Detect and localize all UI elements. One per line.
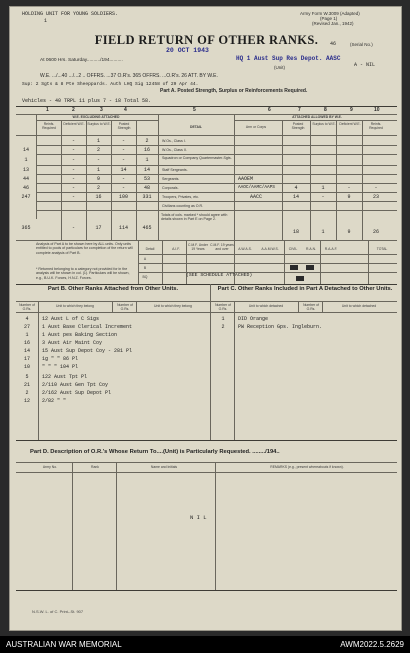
analysis-head-aif: A.I.F. (172, 247, 180, 251)
row1-c1: - (71, 147, 75, 153)
part-b-head-u2: Unit to which they belong (154, 304, 192, 308)
unit-label: (Unit) (274, 65, 285, 70)
part-b-row0-n: 4 (25, 316, 29, 322)
part-b-row8-unit: 2/110 Aust Gen Tpt Coy (42, 382, 109, 388)
row5-c9: - (347, 185, 351, 191)
row4-ex: 44 (22, 176, 29, 182)
col-head-reinfs: Reinfs. Required (42, 122, 56, 130)
col-num-4: 4 (124, 107, 127, 113)
form-title: FIELD RETURN OF OTHER RANKS. (94, 33, 319, 47)
redaction-block (290, 265, 298, 270)
sup-line: Sup: 2 Sgts & 8 Pte Sheeppards. Auth LHQ Sig 12458 of 29 Apr 44. (22, 82, 199, 87)
analysis-head-cmf1: C.M.F. Under 19 Years (188, 243, 208, 251)
row6-c2: 16 (95, 194, 102, 200)
col-head-deficient: Deficient W.E. (63, 122, 85, 126)
row6-arm: AACC (250, 194, 263, 200)
part-b-row8-n: 21 (23, 382, 30, 388)
row5-arm: AAOC/AAMC/AAPS (238, 185, 275, 190)
part-c-head-n1: Number of O.Rs. (215, 303, 231, 311)
part-c-row0-unit: DID Orange (238, 316, 269, 322)
row4-detail: Sergeants. (162, 177, 180, 181)
row8-c9: 9 (347, 229, 351, 235)
row0-detail: W.Os., Class I. (162, 139, 186, 143)
analysis-head-cmf2: C.M.F. 19 years and over (210, 243, 234, 251)
row6-c9: 9 (347, 194, 351, 200)
row6-c10: 23 (372, 194, 379, 200)
row8-c10: 26 (372, 229, 379, 235)
analysis-row-a: A (143, 257, 147, 261)
serial-value: 46 (330, 41, 337, 47)
col-head-detail: DETAIL (190, 125, 202, 129)
row1-c4: 16 (143, 147, 150, 153)
col-head-arm: Arm or Corps (245, 125, 267, 129)
part-a-heading: Part A. Posted Strength, Surplus or Reinforcements Required. (160, 88, 308, 94)
analysis-head-ran: R.A.N. (306, 247, 316, 251)
analysis-note: Analysis of Part A to be shown here by ALL units. Only units entitled to pools of particulars for completion of the return will complete analysis of Part B. (36, 242, 133, 255)
row3-c3: 14 (120, 167, 127, 173)
col-num-5: 5 (193, 107, 196, 113)
part-b-row9-unit: 2/162 Aust Sup Depot Pl (42, 390, 112, 396)
part-d-nil: N I L (190, 514, 207, 521)
col-num-6: 6 (268, 107, 271, 113)
analysis-row-b: B (143, 266, 147, 270)
analysis-head-civil: CIVIL (288, 247, 298, 251)
row6-ex: 247 (21, 194, 31, 200)
date-stamp: 20 OCT 1943 (166, 47, 209, 54)
part-b-row4-unit: 15 Aust Sup Depot Coy - 281 Pl (42, 348, 133, 354)
row1-ex: 14 (22, 147, 29, 153)
row1-c3: - (121, 147, 125, 153)
row2-c3: - (121, 157, 125, 163)
form-number-line2: (Page 1) (320, 16, 338, 21)
part-c-head-u2: Unit to which detached (341, 304, 377, 308)
row8-c7: 18 (292, 229, 299, 235)
row2-ex: 1 (24, 157, 28, 163)
col-num-9: 9 (350, 107, 353, 113)
col-head-reinfs-r: Reinfs. Required (369, 122, 383, 130)
col-num-2: 2 (72, 107, 75, 113)
redaction-block (306, 265, 314, 270)
row2-c2: - (96, 157, 100, 163)
row3-c1: - (71, 167, 75, 173)
part-b-row6-unit: " " " 104 Pl (42, 364, 79, 370)
row4-arm: AAOEM (238, 176, 254, 182)
part-b-row3-unit: 3 Aust Air Maint Coy (42, 340, 103, 346)
col-head-surplus: Surplus to W.E. (87, 122, 111, 126)
part-c-head-n2: Number of O.Rs. (303, 303, 319, 311)
serial-label: (Serial No.) (350, 42, 373, 47)
row1-detail: W.Os., Class II. (162, 148, 187, 152)
analysis-head-detail: Detail (145, 247, 155, 251)
part-b-row7-unit: 122 Aust Tpt Pl (42, 374, 88, 380)
row5-c7: 4 (294, 185, 298, 191)
col-num-3: 3 (100, 107, 103, 113)
row6-c7: 14 (292, 194, 299, 200)
schedule-stamp: (SEE SCHEDULE ATTACHED) (186, 273, 253, 278)
row5-c4: 48 (143, 185, 150, 191)
part-d-head-rank: Rank (91, 465, 99, 469)
part-c-head-u1: Unit to which detached (248, 304, 284, 308)
row5-detail: Corporals. (162, 186, 179, 190)
row6-c4: 331 (142, 194, 152, 200)
col-num-1: 1 (46, 107, 49, 113)
form-number-line1: Army Form W.3009 (Adapted) (300, 11, 360, 16)
col-head-surplus-r: Surplus to W.E. (312, 122, 336, 126)
part-b-row10-n: 12 (23, 398, 30, 404)
row0-c1: - (71, 138, 75, 144)
analysis-head-raaf: R.A.A.F. (324, 247, 338, 251)
part-b-head-n2: Number of O.Rs. (117, 303, 133, 311)
analysis-head-awas: A.W.A.S. (238, 247, 252, 251)
vehicles-line: Vehicles - 40 TRPL 11 plus 7 - 18 Total 58. (22, 98, 152, 104)
part-b-row9-n: 2 (25, 390, 29, 396)
holding-unit-text: HOLDING UNIT FOR YOUNG SOLDIERS. (22, 11, 119, 17)
row6-detail: Troopers, Privates, etc. (162, 195, 200, 199)
part-d-head-remarks: REMARKS (e.g., present whereabouts if known). (270, 465, 344, 469)
footer-accession-number: AWM2022.5.2629 (340, 640, 404, 649)
col-head-posted: Posted Strength (117, 122, 131, 130)
row4-c2: 9 (96, 176, 100, 182)
form-number-line3: (Revised Jan., 1942) (312, 21, 354, 26)
part-b-row0-unit: 12 Aust L of C Sigs (42, 316, 100, 322)
row6-c1: - (71, 194, 75, 200)
analysis-head-aamws: A.A.M.W.S. (261, 247, 279, 251)
row7-detail: Civilians counting as O.R. (162, 204, 204, 208)
col-num-10: 10 (374, 107, 380, 113)
row3-c4: 14 (143, 167, 150, 173)
part-b-row2-n: 1 (25, 332, 29, 338)
part-b-head-n1: Number of O.Rs. (19, 303, 35, 311)
form-page (9, 6, 402, 631)
row6-c3: 100 (118, 194, 128, 200)
unit-stamp: HQ 1 Aust Sup Res Depot. AASC (236, 55, 341, 62)
nil-stamp: A - NIL (354, 62, 376, 68)
row2-c4: 1 (145, 157, 149, 163)
row5-c3: - (121, 185, 125, 191)
part-b-row4-n: 14 (23, 348, 30, 354)
page-number: 1 (44, 18, 48, 24)
part-b-row7-n: 5 (25, 374, 29, 380)
part-b-row1-n: 27 (23, 324, 30, 330)
row1-c2: 2 (96, 147, 100, 153)
footer-institution: AUSTRALIAN WAR MEMORIAL (6, 640, 122, 649)
col-head-posted-r: Posted Strength (291, 122, 305, 130)
row8-c1: - (71, 225, 75, 231)
row4-c4: 53 (143, 176, 150, 182)
analysis-row-bq: BQ (142, 275, 148, 279)
redaction-block (296, 276, 304, 281)
row5-c8: 1 (321, 185, 325, 191)
part-d-head-name: Name and Initials (150, 465, 178, 469)
row0-c3: - (121, 138, 125, 144)
part-d-title: Part D. Description of O.R.'s Whose Return To....(Unit) is Particularly Requested. ......../194.. (30, 449, 280, 455)
part-b-row5-unit: 1g " " 86 Pl (42, 356, 79, 362)
we-excluding-attached-header: W.E. EXCLUDING ATTACHED (72, 115, 120, 119)
row0-c4: 2 (145, 138, 149, 144)
part-c-title: Part C. Other Ranks Included in Part A Detached to Other Units. (217, 286, 393, 292)
row2-detail: Squadron or Company Quartermaster-Sgts. (162, 156, 232, 160)
part-b-head-u1: Unit to which they belong (56, 304, 94, 308)
row8-c2: 17 (95, 225, 102, 231)
part-c-row0-n: 1 (221, 316, 225, 322)
we-line: W.E. .../...40 .../...2 .. OFFRS. ...37 O.R's. 365 OFFRS. ...O.R's. 26 ATT. BY W.E. (40, 73, 218, 79)
part-b-row6-n: 10 (23, 364, 30, 370)
part-b-row5-n: 17 (23, 356, 30, 362)
analysis-head-total: TOTAL (376, 247, 388, 251)
row8-c4: 465 (142, 225, 152, 231)
part-c-row1-unit: PW Reception Gps. Ingleburn. (238, 324, 323, 330)
attached-allowed-header: ATTACHED ALLOWED BY W.E. (292, 115, 342, 119)
part-b-row2-unit: 1 Aust pes Baking Section (42, 332, 118, 338)
part-b-row10-unit: 2/82 " " (42, 398, 67, 404)
row5-c2: 2 (96, 185, 100, 191)
part-c-row1-n: 2 (221, 324, 225, 330)
row6-c8: - (321, 194, 325, 200)
row2-c1: - (71, 157, 75, 163)
row8-detail: Totals of cols. marked * should agree with details shown in Part E on Page 2. (161, 213, 228, 222)
row4-c1: - (71, 176, 75, 182)
row3-detail: Staff Sergeants. (162, 168, 188, 172)
col-num-7: 7 (298, 107, 301, 113)
row0-c2: 1 (96, 138, 100, 144)
row5-c1: - (71, 185, 75, 191)
col-head-deficient-r: Deficient W.E. (339, 122, 361, 126)
print-reference: N.S.W. L. of C. Print--St. 907 (32, 609, 84, 614)
part-b-row1-unit: 1 Aust Base Clerical Increment (42, 324, 133, 330)
part-b-row3-n: 16 (23, 340, 30, 346)
row3-c2: 1 (96, 167, 100, 173)
at-hours-label: At 0600 Hrs. Saturday........../194.......... (40, 58, 123, 63)
row3-ex: 13 (22, 167, 29, 173)
row5-c10: - (374, 185, 378, 191)
row8-c8: 1 (321, 229, 325, 235)
row8-c3: 114 (118, 225, 128, 231)
part-b-title: Part B. Other Ranks Attached from Other Units. (47, 286, 179, 292)
part-d-head-army-no: Army No. (42, 465, 58, 469)
row5-ex: 46 (22, 185, 29, 191)
col-num-8: 8 (324, 107, 327, 113)
returned-note: * Returned belonging to a category not provided for in the analysis will be shown in col. (1). Particulars will be shown, e.g., B.U.K. Forces, H.N.Z. Forces. (36, 267, 130, 280)
row8-ex: 365 (21, 225, 31, 231)
row4-c3: - (121, 176, 125, 182)
